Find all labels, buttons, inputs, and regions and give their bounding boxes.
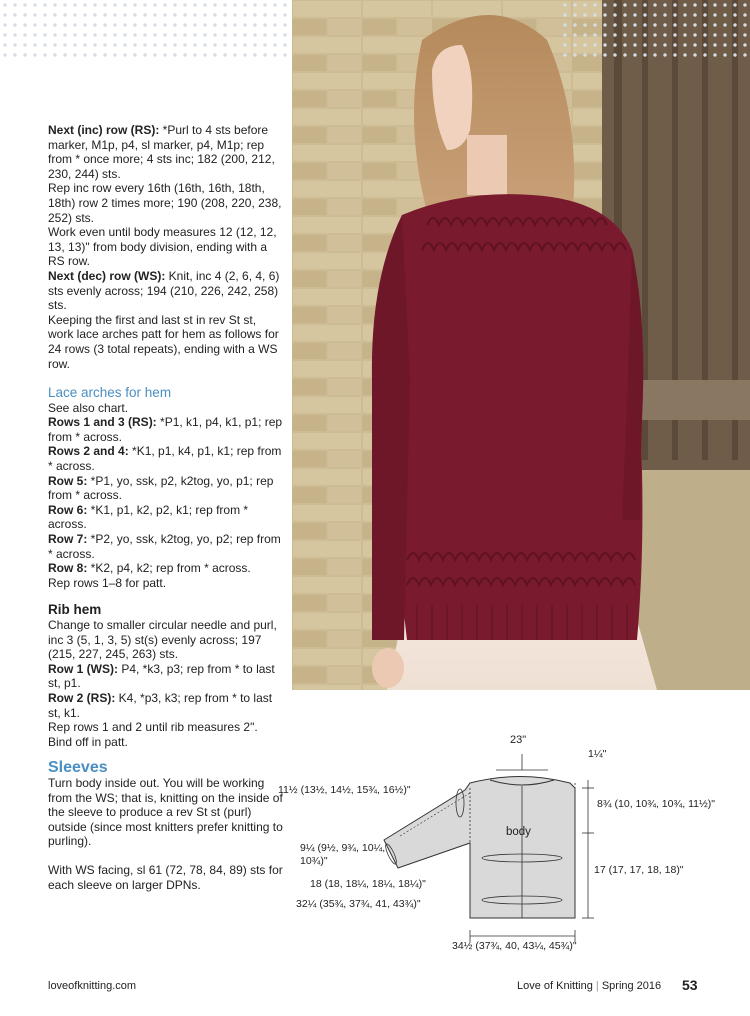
upper-arm-label: 11½ (13½, 14½, 15¾, 16½)" <box>278 784 411 796</box>
magazine-name: Love of Knitting <box>517 980 593 992</box>
cuff-label: 9¼ (9½, 9¾, 10¼, 10¾)" <box>300 842 386 867</box>
lace-row-5: Row 5: *P1, yo, ssk, p2, k2tog, yo, p1; rep from * across. <box>48 473 274 503</box>
chest-label: 34½ (37¾, 40, 43¼, 45¾)" <box>452 940 577 952</box>
pattern-text-column <box>48 123 284 892</box>
lace-arches-heading: Lace arches for hem <box>48 385 172 401</box>
shoulder-drop-label: 1¼" <box>588 748 607 760</box>
rib-hem-heading: Rib hem <box>48 602 102 618</box>
dot-pattern-top-left <box>0 0 292 62</box>
work-even-paragraph: Work even until body measures 12 (12, 12, 13, 13)" from body division, ending with a RS row. <box>48 225 277 269</box>
keeping-paragraph: Keeping the first and last st in rev St st, work lace arches patt for hem as follows for 24 rows (3 total repeats), ending with a WS row. <box>48 312 279 371</box>
sleeves-ws-paragraph: With WS facing, sl 61 (72, 78, 84, 89) sts for each sleeve on larger DPNs. <box>48 862 283 892</box>
sweater-schematic <box>270 728 740 958</box>
lace-row-1-3: Rows 1 and 3 (RS): *P1, k1, p4, k1, p1; rep from * across. <box>48 415 283 444</box>
sleeve-length-label: 18 (18, 18¼, 18¼, 18¼)" <box>310 878 426 890</box>
rib-row-2: Row 2 (RS): K4, *p3, k3; rep from * to last st, k1. <box>48 690 273 720</box>
lace-row-6: Row 6: *K1, p1, k2, p2, k1; rep from * across. <box>48 502 249 532</box>
armhole-depth-label: 8¾ (10, 10¾, 10¾, 11½)" <box>597 798 715 810</box>
inc-row-paragraph: Next (inc) row (RS): *Purl to 4 sts before marker, M1p, p4, sl marker, p4, M1p; rep from * once more; 4 sts inc; 182 (200, 212, 230, 244) sts. <box>48 123 275 181</box>
footer-separator: | <box>595 980 599 992</box>
body-label: body <box>506 826 531 838</box>
issue-footer <box>517 980 661 992</box>
dec-row-paragraph: Next (dec) row (WS): Knit, inc 4 (2, 6, 4, 6) sts evenly across; 194 (210, 226, 242, 258) sts. <box>48 268 280 313</box>
issue-name: Spring 2016 <box>601 980 662 992</box>
dot-pattern-top-right <box>560 0 750 62</box>
rep-inc-paragraph: Rep inc row every 16th (16th, 16th, 18th, 18th) row 2 times more; 190 (208, 220, 238, 252) sts. <box>48 181 282 225</box>
lace-row-8: Row 8: *K2, p4, k2; rep from * across. <box>48 561 251 576</box>
rib-change-paragraph: Change to smaller circular needle and purl, inc 3 (5, 1, 3, 5) st(s) evenly across; 197 (215, 227, 245, 263) sts. <box>48 618 277 662</box>
rib-row-1: Row 1 (WS): P4, *k3, p3; rep from * to last st, p1. <box>48 661 275 691</box>
sleeves-intro-paragraph: Turn body inside out. You will be working from the WS; that is, knitting on the inside of the sleeve to produce a rev St st (purl) outside (since most knitters prefer knitting to purling). <box>48 775 283 849</box>
neck-width-label: 23" <box>510 734 527 746</box>
lace-row-2-4: Rows 2 and 4: *K1, p1, k4, p1, k1; rep from * across. <box>48 444 282 474</box>
sleeves-heading: Sleeves <box>48 759 108 777</box>
page-number: 53 <box>682 977 698 993</box>
website-footer: loveofknitting.com <box>48 980 137 992</box>
bind-off-text: Bind off in patt. <box>48 734 128 749</box>
lace-repeat-text: Rep rows 1–8 for patt. <box>48 575 167 590</box>
hem-circumference-label: 32¼ (35¾, 37¾, 41, 43¾)" <box>296 898 421 910</box>
lace-row-7: Row 7: *P2, yo, ssk, k2tog, yo, p2; rep from * across. <box>48 532 281 561</box>
body-length-label: 17 (17, 17, 18, 18)" <box>594 864 684 876</box>
photo-illustration <box>292 0 750 690</box>
rib-repeat-text: Rep rows 1 and 2 until rib measures 2". <box>48 720 258 735</box>
see-chart-text: See also chart. <box>48 400 129 415</box>
model-sweater-photo <box>292 0 750 690</box>
